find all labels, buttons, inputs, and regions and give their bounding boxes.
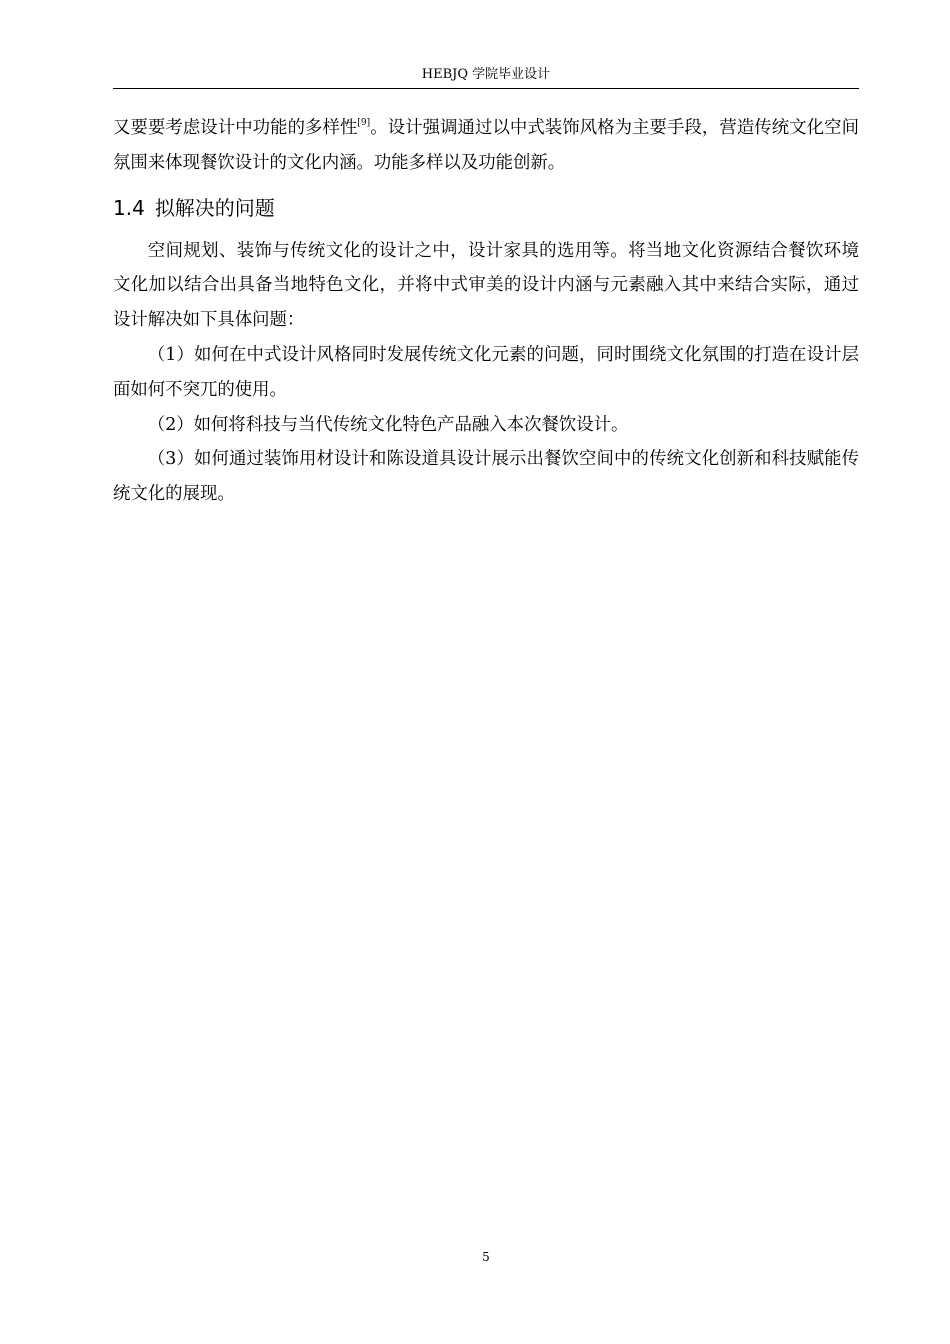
paragraph-text: 又要要考虑设计中功能的多样性 bbox=[113, 118, 358, 138]
paragraph-intro: 空间规划、装饰与传统文化的设计之中，设计家具的选用等。将当地文化资源结合餐饮环境文化加以结合出具备当地特色文化，并将中式审美的设计内涵与元素融入其中来结合实际，通过设计解决如下具体问题： bbox=[113, 240, 859, 331]
page-number: 5 bbox=[482, 1250, 490, 1264]
citation-reference: [9] bbox=[357, 118, 371, 128]
header-title: HEBJQ 学院毕业设计 bbox=[421, 67, 551, 82]
section-number: 1.4 bbox=[113, 195, 145, 220]
paragraph-continuation bbox=[113, 111, 859, 181]
section-title: 拟解决的问题 bbox=[154, 195, 275, 220]
paragraph-text: 。设计强调通过以中式装饰风格为主要手段，营造传统文化空间氛围来体现餐饮设计的文化内涵。功能多样以及功能创新。 bbox=[113, 118, 859, 173]
page-body bbox=[113, 111, 859, 512]
list-item-2: （2）如何将科技与当代传统文化特色产品融入本次餐饮设计。 bbox=[147, 414, 629, 435]
section-heading bbox=[113, 195, 859, 221]
list-item-3: （3）如何通过装饰用材设计和陈设道具设计展示出餐饮空间中的传统文化创新和科技赋能传统文化的展现。 bbox=[113, 449, 859, 505]
page-header bbox=[113, 66, 859, 89]
list-item-1: （1）如何在中式设计风格同时发展传统文化元素的问题，同时围绕文化氛围的打造在设计层面如何不突兀的使用。 bbox=[113, 344, 859, 400]
